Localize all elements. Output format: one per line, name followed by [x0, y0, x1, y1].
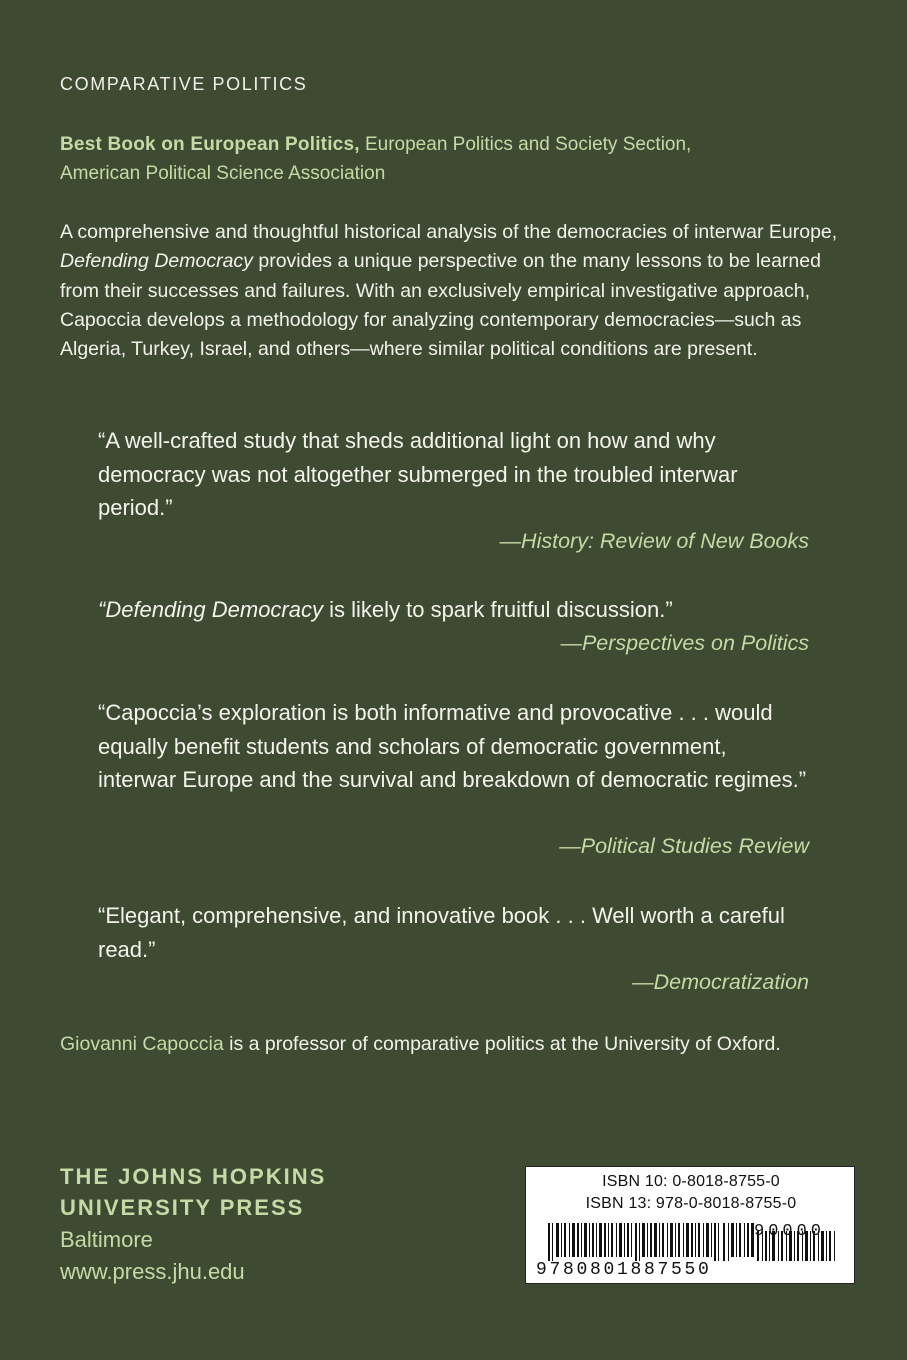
isbn-10: ISBN 10: 0-8018-8755-0	[602, 1173, 780, 1190]
barcode-box	[525, 1166, 855, 1284]
quote-book-title: “Defending Democracy	[98, 597, 323, 622]
author-name: Giovanni Capoccia	[60, 1033, 224, 1055]
author-bio	[60, 1030, 880, 1058]
description-part-1: A comprehensive and thoughtful historical analysis of the democracies of interwar Europe,	[60, 221, 838, 243]
publisher-location	[60, 1224, 245, 1288]
publisher-line-1: THE JOHNS HOPKINS	[60, 1164, 327, 1189]
review-source: —Political Studies Review	[559, 834, 809, 858]
price-code: 90000	[754, 1222, 826, 1241]
publisher-website: www.press.jhu.edu	[60, 1259, 245, 1284]
publisher-city: Baltimore	[60, 1227, 153, 1252]
series-category: COMPARATIVE POLITICS	[60, 74, 308, 94]
award-title: Best Book on European Politics,	[60, 134, 360, 155]
ean-digits: 9780801887550	[536, 1260, 712, 1280]
review-quote: “Elegant, comprehensive, and innovative book . . . Well worth a careful read.”	[98, 903, 785, 962]
description-book-title: Defending Democracy	[60, 250, 253, 273]
award-organization: American Political Science Association	[60, 163, 386, 184]
review-quote	[98, 593, 810, 627]
description-part-2: provides a unique perspective on the many lessons to be learned from their successes and failures. With an exclusively empirical investigative approach, Capoccia develops a methodology for analyzing contemporary democracies—such as Algeria, Turkey, Israel, and others—where similar political conditions are present.	[60, 250, 821, 361]
review-quote: “Capoccia’s exploration is both informative and provocative . . . would equally benefit students and scholars of democratic government, interwar Europe and the survival and breakdown of democratic regimes.”	[98, 700, 807, 792]
review-source: —History: Review of New Books	[499, 529, 809, 553]
book-description	[60, 218, 860, 364]
award-statement	[60, 130, 850, 188]
author-description: is a professor of comparative politics at the University of Oxford.	[223, 1033, 781, 1055]
review-quote: “A well-crafted study that sheds additional light on how and why democracy was not altogether submerged in the troubled interwar period.”	[98, 428, 738, 520]
publisher-name	[60, 1161, 326, 1223]
review-source: —Perspectives on Politics	[560, 631, 809, 655]
publisher-line-2: UNIVERSITY PRESS	[60, 1195, 305, 1220]
isbn-13: ISBN 13: 978-0-8018-8755-0	[585, 1195, 797, 1212]
award-section: European Politics and Society Section,	[359, 134, 692, 155]
quote-text: is likely to spark fruitful discussion.”	[322, 597, 673, 622]
review-source: —Democratization	[632, 970, 809, 994]
